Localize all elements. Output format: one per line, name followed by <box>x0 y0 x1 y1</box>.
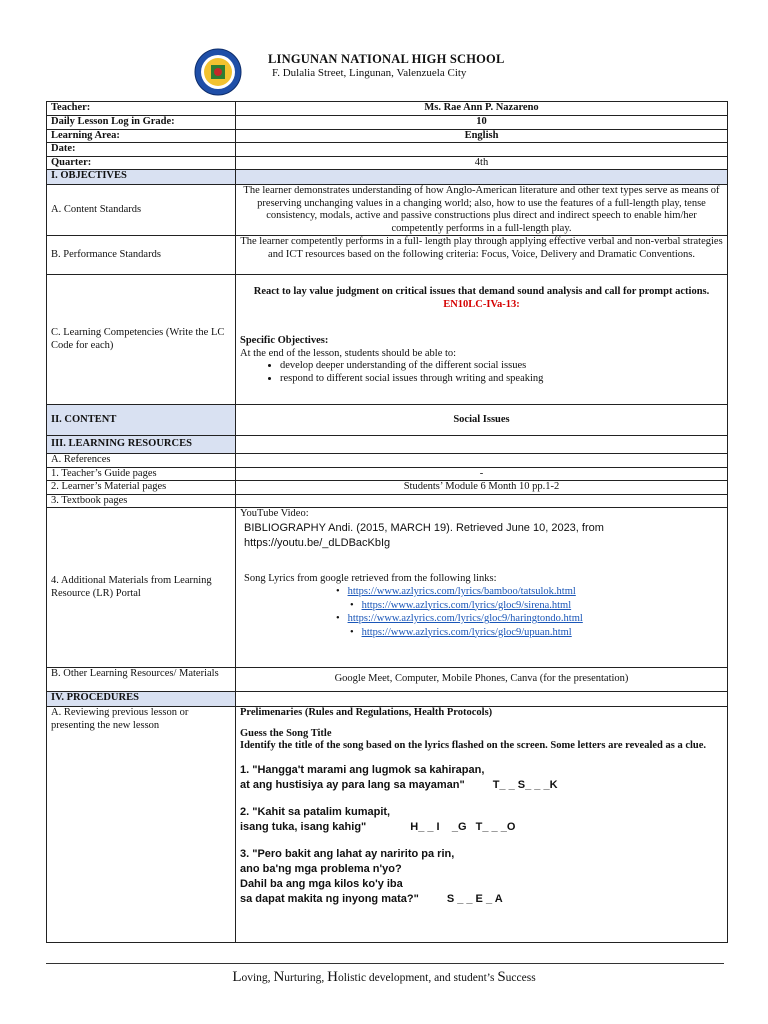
school-seal-icon <box>194 48 242 96</box>
references-label: A. References <box>47 454 236 468</box>
other-resources-value: Google Meet, Computer, Mobile Phones, Canva (for the presentation) <box>236 668 728 692</box>
teachers-guide-value: - <box>236 467 728 481</box>
content-standards-label: A. Content Standards <box>47 185 236 236</box>
additional-materials-cell <box>236 508 728 668</box>
resources-heading-blank <box>236 436 728 454</box>
specific-objectives-intro: At the end of the lesson, students should be able to: <box>240 347 457 359</box>
quarter-label: Quarter: <box>47 156 236 170</box>
lyrics-heading: Song Lyrics from google retrieved from the following links: <box>244 572 497 584</box>
area-value: English <box>236 129 728 143</box>
performance-standards-label: B. Performance Standards <box>47 236 236 275</box>
table-row <box>47 508 728 668</box>
table-row <box>47 481 728 495</box>
lyrics-link[interactable]: https://www.azlyrics.com/lyrics/gloc9/sirena.html <box>361 599 572 611</box>
lyrics-link[interactable]: https://www.azlyrics.com/lyrics/gloc9/upuan.html <box>361 626 572 638</box>
table-row <box>47 116 728 130</box>
content-value: Social Issues <box>236 405 728 436</box>
lyrics-link-item: • https://www.azlyrics.com/lyrics/gloc9/sirena.html <box>350 599 572 611</box>
competency-statement <box>240 286 723 311</box>
table-row <box>47 454 728 468</box>
specific-objectives-list <box>240 360 723 385</box>
preliminaries-text: Prelimenaries (Rules and Regulations, Health Protocols) <box>240 707 493 718</box>
table-row <box>47 668 728 692</box>
learning-competencies-cell <box>236 275 728 405</box>
footer-divider <box>46 963 724 964</box>
lc-code: EN10LC-IVa-13: <box>443 298 520 310</box>
table-row <box>47 170 728 185</box>
activity-title: Guess the Song Title <box>240 727 332 739</box>
song-clue-3 <box>240 847 723 907</box>
learners-material-value: Students’ Module 6 Month 10 pp.1-2 <box>236 481 728 495</box>
youtube-heading: YouTube Video: <box>240 508 309 519</box>
teachers-guide-label: 1. Teacher’s Guide pages <box>47 467 236 481</box>
school-motto <box>0 969 768 986</box>
textbook-label: 3. Textbook pages <box>47 494 236 508</box>
grade-label: Daily Lesson Log in Grade: <box>47 116 236 130</box>
content-heading: II. CONTENT <box>47 405 236 436</box>
table-row <box>47 436 728 454</box>
table-row <box>47 405 728 436</box>
table-row <box>47 494 728 508</box>
table-row <box>47 156 728 170</box>
other-resources-label: B. Other Learning Resources/ Materials <box>47 668 236 692</box>
lyrics-link-item: • https://www.azlyrics.com/lyrics/gloc9/upuan.html <box>350 626 572 638</box>
school-name: LINGUNAN NATIONAL HIGH SCHOOL <box>268 52 505 66</box>
teacher-label: Teacher: <box>47 102 236 116</box>
list-item: • develop deeper understanding of the different social issues <box>280 360 723 373</box>
table-row <box>47 707 728 943</box>
song-line: Dahil ba ang mga kilos ko'y iba <box>240 877 403 890</box>
textbook-value <box>236 494 728 508</box>
date-label: Date: <box>47 143 236 157</box>
teacher-value: Ms. Rae Ann P. Nazareno <box>236 102 728 116</box>
motto-word: olistic development, and student’s <box>337 972 498 984</box>
additional-materials-label: 4. Additional Materials from Learning Resource (LR) Portal <box>47 508 236 668</box>
motto-initial: H <box>327 969 338 985</box>
activity-instructions: Identify the title of the song based on the lyrics flashed on the screen. Some letters are revealed as a clue. <box>240 740 707 751</box>
song-line: at ang hustisiya ay para lang sa mayaman" <box>240 778 465 791</box>
date-value <box>236 143 728 157</box>
song-letter-clue: S _ _ E _ A <box>446 892 503 905</box>
table-row <box>47 236 728 275</box>
song-clue-1 <box>240 763 723 793</box>
lyrics-link[interactable]: https://www.azlyrics.com/lyrics/bamboo/tatsulok.html <box>347 586 576 597</box>
song-letter-clue: T_ _ S_ _ _K <box>492 778 558 791</box>
reviewing-lesson-label: A. Reviewing previous lesson or presenting the new lesson <box>47 707 236 943</box>
grade-value: 10 <box>236 116 728 130</box>
motto-initial: L <box>232 969 242 985</box>
school-address: F. Dulalia Street, Lingunan, Valenzuela City <box>272 67 467 79</box>
learners-material-label: 2. Learner’s Material pages <box>47 481 236 495</box>
references-blank <box>236 454 728 468</box>
table-row <box>47 185 728 236</box>
objectives-heading-blank <box>236 170 728 185</box>
list-item: • respond to different social issues through writing and speaking <box>280 373 723 386</box>
table-row <box>47 143 728 157</box>
lyrics-link-item: • https://www.azlyrics.com/lyrics/gloc9/haringtondo.html <box>336 613 583 624</box>
procedures-cell <box>236 707 728 943</box>
quarter-value: 4th <box>236 156 728 170</box>
resources-heading: III. LEARNING RESOURCES <box>47 436 236 454</box>
content-standards-text: The learner demonstrates understanding of how Anglo-American literature and other text types serve as means of preserving unchanging values in a changing world; also, how to use the features of a full-length play, tense consistency, modals, active and passive constructions plus direct and indirect speech to enable him/her competently performs in a full-length play. <box>236 185 728 236</box>
song-line: 1. "Hangga't marami ang lugmok sa kahirapan, <box>240 763 485 776</box>
table-row <box>47 275 728 405</box>
specific-objectives-heading: Specific Objectives: <box>240 335 329 346</box>
performance-standards-text: The learner competently performs in a full- length play through applying effective verbal and non-verbal strategies and ICT resources based on the following criteria: Focus, Voice, Delivery and Dramatic Conventions. <box>236 236 728 275</box>
procedures-heading: IV. PROCEDURES <box>47 692 236 707</box>
motto-initial: N <box>273 969 285 985</box>
school-header <box>0 44 768 96</box>
song-line: sa dapat makita ng inyong mata?" <box>240 892 419 905</box>
motto-word: uccess <box>505 972 536 984</box>
song-line: isang tuka, isang kahig" <box>240 820 367 833</box>
learning-competencies-label: C. Learning Competencies (Write the LC Code for each) <box>47 275 236 405</box>
objectives-heading: I. OBJECTIVES <box>47 170 236 185</box>
motto-word: oving, <box>241 972 274 984</box>
table-row <box>47 129 728 143</box>
procedures-heading-blank <box>236 692 728 707</box>
table-row <box>47 467 728 481</box>
song-line: 2. "Kahit sa patalim kumapit, <box>240 805 391 818</box>
lyrics-link-item: • https://www.azlyrics.com/lyrics/bamboo/tatsulok.html <box>336 586 576 597</box>
song-line: 3. "Pero bakit ang lahat ay naririto pa rin, <box>240 847 455 860</box>
song-clue-2 <box>240 805 723 835</box>
competency-text: React to lay value judgment on critical issues that demand sound analysis and call for prompt actions. <box>253 286 710 297</box>
bibliography-text: BIBLIOGRAPHY Andi. (2015, MARCH 19). Retrieved June 10, 2023, from https://youtu.be/_dLDBacKbIg <box>244 521 604 549</box>
song-line: ano ba'ng mga problema n'yo? <box>240 862 402 875</box>
motto-initial: S <box>497 969 506 985</box>
table-row <box>47 692 728 707</box>
table-row <box>47 102 728 116</box>
daily-lesson-log-table <box>46 101 728 943</box>
song-letter-clue: H_ _ I _G T_ _ _O <box>410 820 516 833</box>
lyrics-link[interactable]: https://www.azlyrics.com/lyrics/gloc9/haringtondo.html <box>347 613 583 624</box>
area-label: Learning Area: <box>47 129 236 143</box>
motto-word: urturing, <box>284 972 328 984</box>
